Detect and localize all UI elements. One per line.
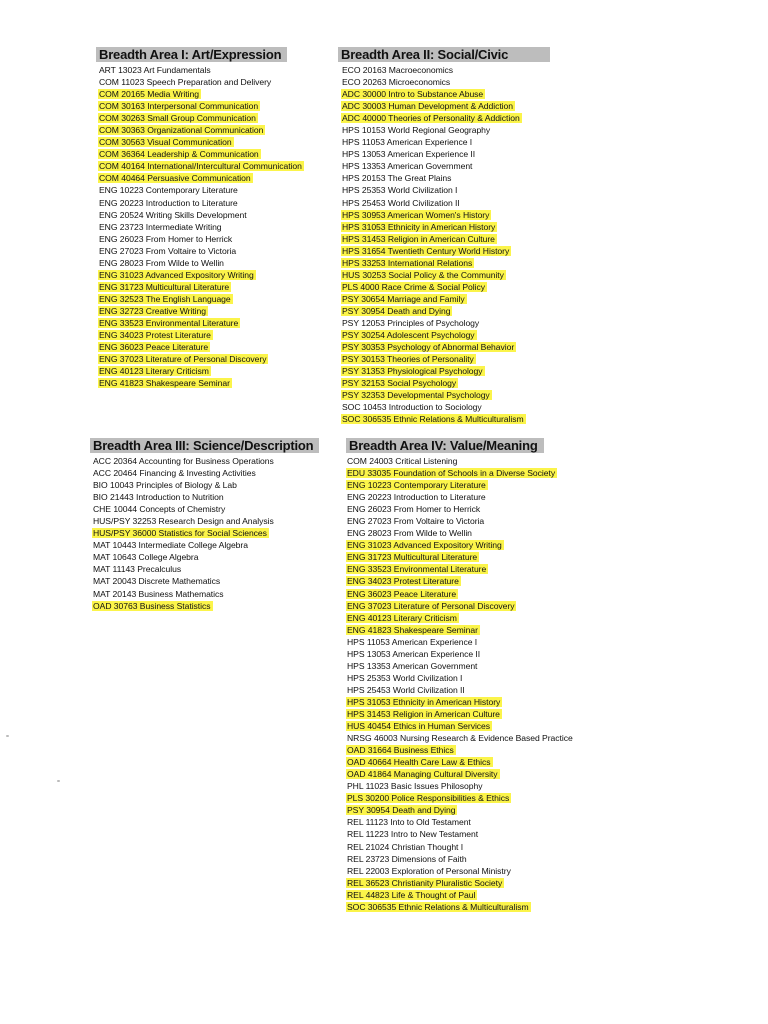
- area-heading: Breadth Area I: Art/Expression: [96, 47, 287, 62]
- course-label: PSY 32353 Developmental Psychology: [342, 390, 490, 401]
- course-item: [347, 780, 606, 792]
- course-item: [347, 768, 606, 780]
- course-item: [347, 636, 606, 648]
- course-label: ENG 36023 Peace Literature: [347, 588, 457, 599]
- course-item: [99, 245, 328, 257]
- course-label: ENG 20223 Introduction to Literature: [99, 197, 238, 208]
- course-item: [342, 221, 550, 233]
- course-label: ENG 36023 Peace Literature: [99, 342, 209, 353]
- course-item: [99, 112, 328, 124]
- course-item: [342, 76, 550, 88]
- course-label: ENG 10223 Contemporary Literature: [99, 185, 238, 196]
- course-item: [342, 341, 550, 353]
- course-list: [93, 455, 330, 612]
- course-item: [99, 353, 328, 365]
- course-label: OAD 31664 Business Ethics: [347, 745, 454, 756]
- course-label: HUS 30253 Social Policy & the Community: [342, 269, 504, 280]
- course-label: ENG 10223 Contemporary Literature: [347, 480, 486, 491]
- course-item: [347, 455, 606, 467]
- course-label: SOC 306535 Ethnic Relations & Multiculturalism: [347, 901, 529, 912]
- course-label: CHE 10044 Concepts of Chemistry: [93, 504, 226, 515]
- area-heading: Breadth Area II: Social/Civic: [338, 47, 550, 62]
- course-item: [347, 865, 606, 877]
- course-item: [347, 841, 606, 853]
- course-item: [347, 539, 606, 551]
- course-label: COM 30363 Organizational Communication: [99, 125, 264, 136]
- course-label: BIO 21443 Introduction to Nutrition: [93, 492, 224, 503]
- course-label: ENG 31723 Multicultural Literature: [99, 281, 230, 292]
- course-item: [99, 209, 328, 221]
- course-label: MAT 10443 Intermediate College Algebra: [93, 540, 248, 551]
- area-heading: Breadth Area III: Science/Description: [90, 438, 319, 453]
- course-item: [342, 209, 550, 221]
- course-item: [99, 317, 328, 329]
- course-label: HPS 20153 The Great Plains: [342, 173, 452, 184]
- course-label: HPS 13353 American Government: [347, 660, 478, 671]
- course-label: HPS 30953 American Women's History: [342, 209, 490, 220]
- course-label: ENG 20524 Writing Skills Development: [99, 209, 247, 220]
- course-label: COM 11023 Speech Preparation and Delivery: [99, 77, 272, 88]
- course-label: HPS 25353 World Civilization I: [342, 185, 458, 196]
- course-label: BIO 10043 Principles of Biology & Lab: [93, 480, 237, 491]
- breadth-area-2: [338, 46, 550, 425]
- course-label: ADC 30000 Intro to Substance Abuse: [342, 89, 484, 100]
- course-item: [99, 221, 328, 233]
- course-label: COM 40164 International/Intercultural Communication: [99, 161, 302, 172]
- course-label: COM 36364 Leadership & Communication: [99, 149, 259, 160]
- course-item: [342, 317, 550, 329]
- course-label: ENG 41823 Shakespeare Seminar: [99, 378, 230, 389]
- course-label: ENG 41823 Shakespeare Seminar: [347, 624, 478, 635]
- course-label: OAD 30763 Business Statistics: [93, 600, 211, 611]
- course-item: [347, 600, 606, 612]
- course-item: [99, 293, 328, 305]
- course-label: ENG 20223 Introduction to Literature: [347, 492, 486, 503]
- course-item: [347, 828, 606, 840]
- course-item: [342, 389, 550, 401]
- course-label: HUS/PSY 36000 Statistics for Social Sciences: [93, 528, 267, 539]
- course-label: ENG 26023 From Homer to Herrick: [99, 233, 233, 244]
- course-label: HPS 31654 Twentieth Century World History: [342, 245, 510, 256]
- course-label: MAT 10643 College Algebra: [93, 552, 199, 563]
- course-item: [342, 365, 550, 377]
- course-label: ENG 26023 From Homer to Herrick: [347, 504, 481, 515]
- course-label: COM 24003 Critical Listening: [347, 456, 458, 466]
- course-item: [93, 588, 330, 600]
- course-item: [99, 148, 328, 160]
- course-item: [342, 136, 550, 148]
- course-label: ENG 23723 Intermediate Writing: [99, 221, 222, 232]
- course-item: [347, 708, 606, 720]
- course-item: [99, 281, 328, 293]
- course-label: COM 30263 Small Group Communication: [99, 113, 256, 124]
- course-label: MAT 20143 Business Mathematics: [93, 588, 224, 599]
- course-item: [347, 816, 606, 828]
- course-label: ENG 37023 Literature of Personal Discovery: [347, 600, 515, 611]
- course-label: ENG 40123 Literary Criticism: [99, 366, 209, 377]
- course-item: [347, 804, 606, 816]
- course-item: [347, 684, 606, 696]
- course-label: NRSG 46003 Nursing Research & Evidence Based Practice: [347, 733, 573, 744]
- course-item: [99, 88, 328, 100]
- course-item: [93, 527, 330, 539]
- course-label: HPS 31053 Ethnicity in American History: [342, 221, 496, 232]
- course-item: [342, 401, 550, 413]
- course-label: ENG 32723 Creative Writing: [99, 305, 206, 316]
- course-label: SOC 306535 Ethnic Relations & Multiculturalism: [342, 414, 524, 425]
- course-list: [347, 455, 606, 913]
- course-item: [93, 491, 330, 503]
- course-label: HUS 40454 Ethics in Human Services: [347, 721, 491, 732]
- course-item: [347, 877, 606, 889]
- breadth-area-4: [346, 437, 606, 913]
- course-item: [347, 527, 606, 539]
- course-label: HPS 13053 American Experience II: [342, 149, 476, 160]
- course-item: [342, 257, 550, 269]
- course-label: ACC 20364 Accounting for Business Operations: [93, 456, 274, 466]
- course-label: PSY 32153 Social Psychology: [342, 378, 457, 389]
- course-label: ENG 37023 Literature of Personal Discovery: [99, 354, 267, 365]
- course-label: HPS 31453 Religion in American Culture: [347, 708, 500, 719]
- course-label: HPS 13353 American Government: [342, 161, 473, 172]
- course-label: ENG 40123 Literary Criticism: [347, 612, 457, 623]
- course-item: [342, 124, 550, 136]
- course-item: [93, 479, 330, 491]
- course-label: COM 20165 Media Writing: [99, 89, 199, 100]
- course-label: COM 30163 Interpersonal Communication: [99, 101, 259, 112]
- course-item: [342, 64, 550, 76]
- course-label: ENG 31023 Advanced Expository Writing: [99, 269, 254, 280]
- course-label: ENG 28023 From Wilde to Wellin: [99, 257, 224, 268]
- course-item: [99, 233, 328, 245]
- course-label: PSY 30254 Adolescent Psychology: [342, 330, 475, 341]
- course-label: PLS 30200 Police Responsibilities & Ethics: [347, 793, 510, 804]
- course-item: [347, 853, 606, 865]
- course-item: [342, 245, 550, 257]
- course-label: ART 13023 Art Fundamentals: [99, 65, 211, 75]
- course-item: [342, 293, 550, 305]
- course-label: ENG 32523 The English Language: [99, 293, 231, 304]
- course-label: MAT 11143 Precalculus: [93, 564, 182, 575]
- course-item: [347, 479, 606, 491]
- course-item: [347, 792, 606, 804]
- breadth-area-3: [90, 437, 330, 612]
- course-label: PHL 11023 Basic Issues Philosophy: [347, 781, 483, 792]
- course-item: [93, 551, 330, 563]
- course-item: [347, 732, 606, 744]
- course-label: ENG 34023 Protest Literature: [347, 576, 459, 587]
- course-item: [347, 515, 606, 527]
- course-label: PSY 30654 Marriage and Family: [342, 293, 465, 304]
- course-label: REL 44823 Life & Thought of Paul: [347, 889, 476, 900]
- course-label: HUS/PSY 32253 Research Design and Analysis: [93, 516, 274, 527]
- course-label: ECO 20263 Microeconomics: [342, 77, 451, 88]
- course-item: [342, 184, 550, 196]
- course-item: [347, 467, 606, 479]
- course-item: [342, 233, 550, 245]
- course-label: REL 22003 Exploration of Personal Ministry: [347, 865, 511, 876]
- course-label: PLS 4000 Race Crime & Social Policy: [342, 281, 485, 292]
- course-item: [93, 515, 330, 527]
- course-label: OAD 40664 Health Care Law & Ethics: [347, 757, 491, 768]
- course-item: [93, 563, 330, 575]
- course-item: [99, 160, 328, 172]
- course-item: [342, 197, 550, 209]
- course-item: [342, 88, 550, 100]
- course-label: REL 11123 Into to Old Testament: [347, 817, 471, 828]
- course-label: REL 21024 Christian Thought I: [347, 841, 464, 852]
- course-item: [99, 305, 328, 317]
- course-item: [99, 64, 328, 76]
- course-label: ENG 33523 Environmental Literature: [347, 564, 487, 575]
- course-label: COM 30563 Visual Communication: [99, 137, 232, 148]
- course-label: HPS 25353 World Civilization I: [347, 672, 463, 683]
- course-item: [93, 575, 330, 587]
- course-item: [347, 491, 606, 503]
- course-item: [99, 136, 328, 148]
- course-label: HPS 25453 World Civilization II: [347, 684, 465, 695]
- course-item: [99, 172, 328, 184]
- course-item: [342, 413, 550, 425]
- course-item: [342, 100, 550, 112]
- course-list: [342, 64, 550, 425]
- course-label: HPS 11053 American Experience I: [347, 636, 478, 647]
- course-label: ENG 27023 From Voltaire to Victoria: [347, 516, 485, 527]
- course-item: [347, 575, 606, 587]
- course-item: [347, 889, 606, 901]
- course-label: ENG 27023 From Voltaire to Victoria: [99, 245, 237, 256]
- course-label: EDU 33035 Foundation of Schools in a Diverse Society: [347, 468, 556, 479]
- course-item: [99, 377, 328, 389]
- course-label: ENG 31023 Advanced Expository Writing: [347, 540, 502, 551]
- course-item: [99, 184, 328, 196]
- course-label: PSY 30353 Psychology of Abnormal Behavior: [342, 342, 515, 353]
- course-label: PSY 30954 Death and Dying: [342, 305, 451, 316]
- course-item: [342, 329, 550, 341]
- area-heading: Breadth Area IV: Value/Meaning: [346, 438, 544, 453]
- course-item: [342, 305, 550, 317]
- course-item: [342, 112, 550, 124]
- course-item: [99, 197, 328, 209]
- course-label: OAD 41864 Managing Cultural Diversity: [347, 769, 498, 780]
- course-item: [347, 660, 606, 672]
- course-item: [347, 672, 606, 684]
- course-label: HPS 31053 Ethnicity in American History: [347, 696, 501, 707]
- course-item: [342, 269, 550, 281]
- course-item: [347, 756, 606, 768]
- course-item: [342, 377, 550, 389]
- course-item: [99, 365, 328, 377]
- course-label: HPS 25453 World Civilization II: [342, 197, 460, 208]
- course-item: [347, 563, 606, 575]
- course-item: [347, 696, 606, 708]
- course-label: REL 36523 Christianity Pluralistic Society: [347, 877, 503, 888]
- course-label: HPS 10153 World Regional Geography: [342, 125, 491, 136]
- course-label: ADC 30003 Human Development & Addiction: [342, 101, 513, 112]
- course-label: ADC 40000 Theories of Personality & Addiction: [342, 113, 520, 124]
- course-item: [99, 341, 328, 353]
- course-item: [342, 148, 550, 160]
- course-label: COM 40464 Persuasive Communication: [99, 173, 251, 184]
- course-label: SOC 10453 Introduction to Sociology: [342, 402, 482, 413]
- course-item: [342, 281, 550, 293]
- course-label: ENG 33523 Environmental Literature: [99, 317, 239, 328]
- course-item: [347, 551, 606, 563]
- course-item: [347, 744, 606, 756]
- course-item: [342, 353, 550, 365]
- breadth-area-1: [96, 46, 328, 389]
- course-item: [99, 269, 328, 281]
- course-item: [342, 160, 550, 172]
- course-item: [93, 600, 330, 612]
- course-item: [347, 901, 606, 913]
- course-item: [347, 588, 606, 600]
- course-item: [99, 124, 328, 136]
- course-label: ACC 20464 Financing & Investing Activities: [93, 468, 256, 479]
- course-label: HPS 33253 International Relations: [342, 257, 473, 268]
- course-item: [99, 100, 328, 112]
- scan-speck: [6, 735, 9, 737]
- course-item: [93, 503, 330, 515]
- course-label: MAT 20043 Discrete Mathematics: [93, 576, 221, 587]
- course-list: [99, 64, 328, 389]
- course-item: [347, 612, 606, 624]
- course-label: HPS 31453 Religion in American Culture: [342, 233, 495, 244]
- course-item: [99, 76, 328, 88]
- course-label: HPS 13053 American Experience II: [347, 648, 481, 659]
- course-item: [93, 467, 330, 479]
- course-label: ECO 20163 Macroeconomics: [342, 65, 454, 75]
- course-item: [99, 329, 328, 341]
- course-item: [347, 648, 606, 660]
- course-item: [347, 624, 606, 636]
- course-item: [93, 455, 330, 467]
- course-item: [347, 503, 606, 515]
- course-label: PSY 12053 Principles of Psychology: [342, 317, 480, 328]
- scan-speck: [57, 780, 60, 782]
- course-label: REL 23723 Dimensions of Faith: [347, 853, 467, 864]
- course-label: PSY 30954 Death and Dying: [347, 805, 456, 816]
- course-label: ENG 31723 Multicultural Literature: [347, 552, 478, 563]
- course-item: [342, 172, 550, 184]
- course-label: ENG 34023 Protest Literature: [99, 330, 211, 341]
- course-label: PSY 30153 Theories of Personality: [342, 354, 474, 365]
- course-label: HPS 11053 American Experience I: [342, 137, 473, 148]
- course-item: [347, 720, 606, 732]
- course-item: [99, 257, 328, 269]
- course-label: ENG 28023 From Wilde to Wellin: [347, 528, 472, 539]
- course-label: REL 11223 Intro to New Testament: [347, 829, 479, 840]
- course-label: PSY 31353 Physiological Psychology: [342, 366, 483, 377]
- course-item: [93, 539, 330, 551]
